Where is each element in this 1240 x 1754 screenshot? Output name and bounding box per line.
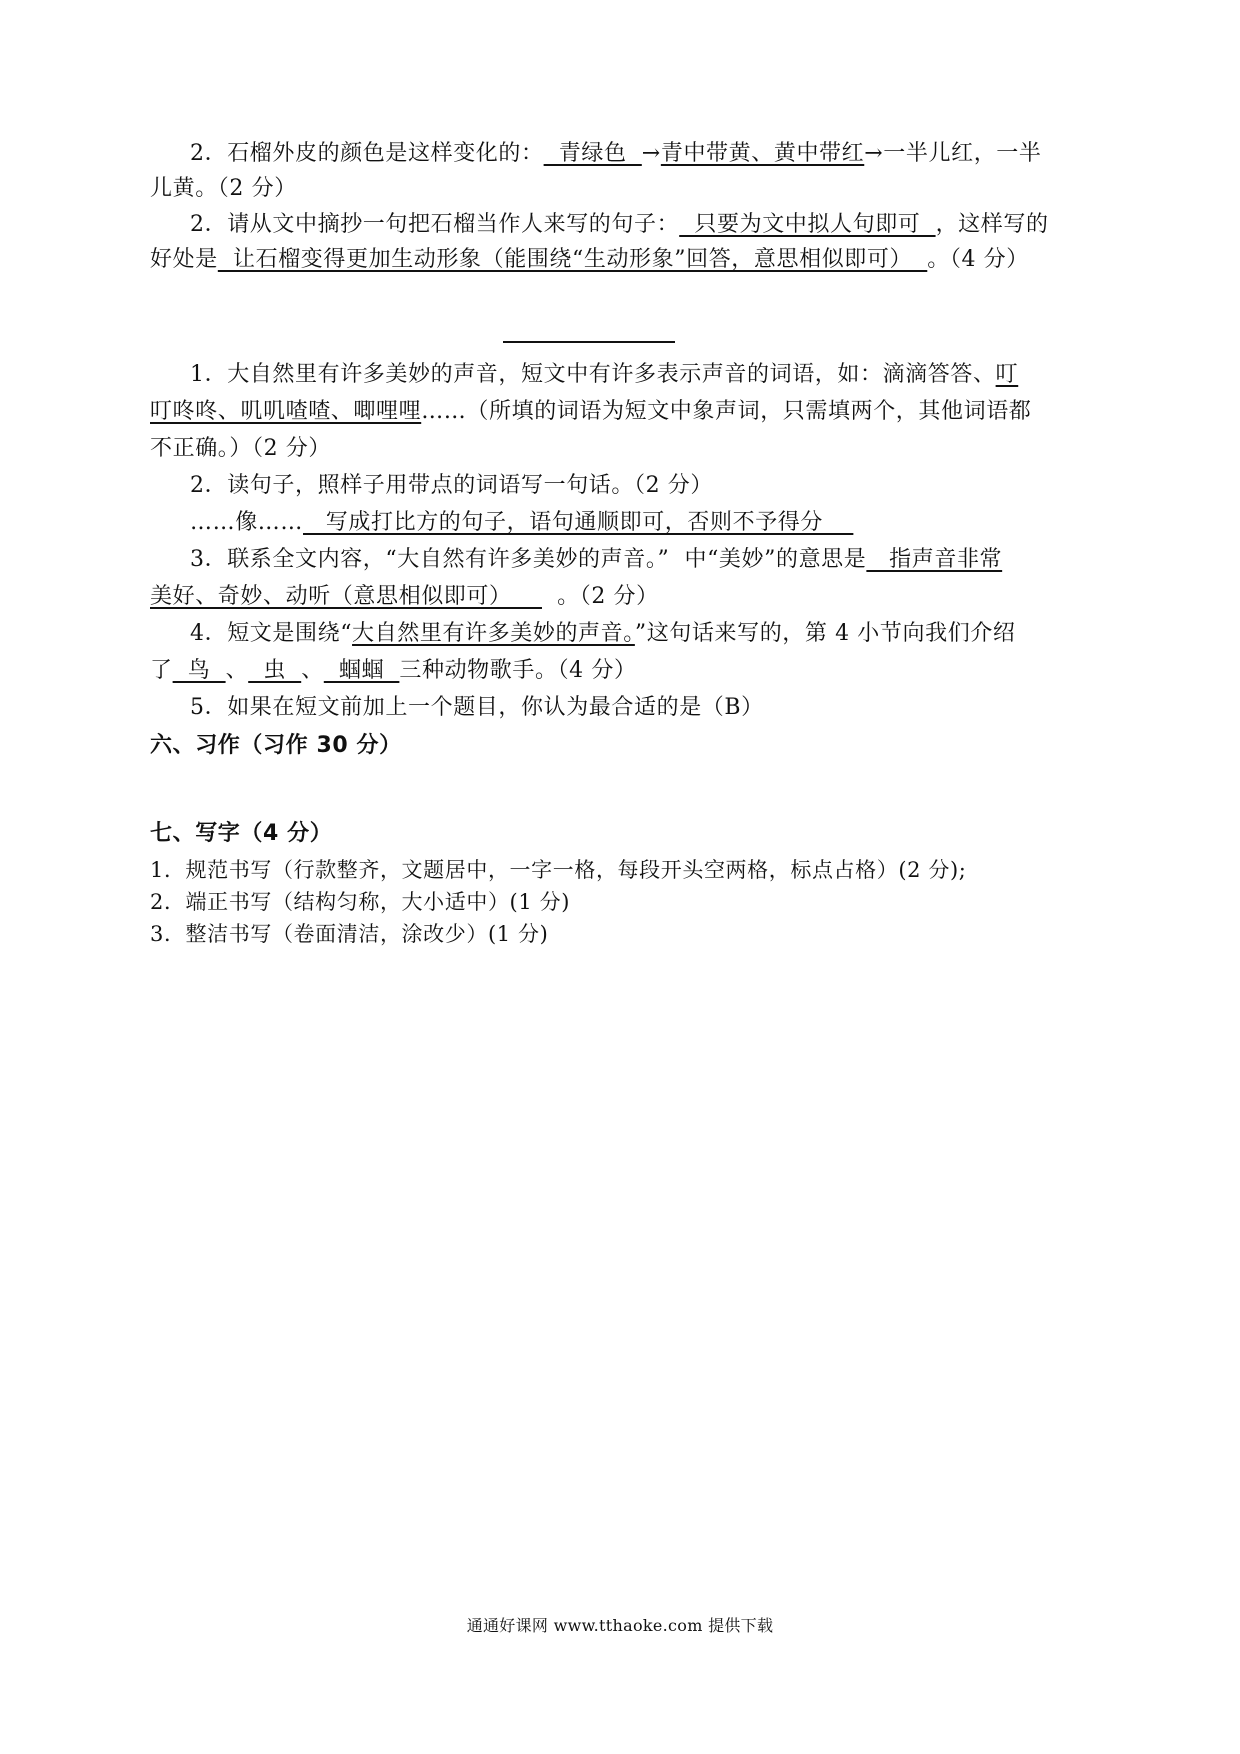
answer-blank: 虫 <box>248 658 302 683</box>
p3-line2 <box>150 583 1130 611</box>
arrow-glyph: → <box>641 141 661 166</box>
q2-personification-line2 <box>150 246 1130 274</box>
p4-line2 <box>150 657 1130 685</box>
question-text: 。（4 分） <box>927 247 1029 272</box>
answer-blank: 让石榴变得更加生动形象（能围绕“生动形象”回答，意思相似即可） <box>217 247 928 272</box>
answer-blank: 叮 <box>995 362 1019 387</box>
answer-blank: 蝈蝈 <box>323 658 400 683</box>
q2-color-change-line2: 儿黄。（2 分） <box>150 176 297 201</box>
question-text: 4．短文是围绕“ <box>190 621 353 646</box>
answer-blank: 青绿色 <box>543 141 642 166</box>
answer-blank: 大自然里有许多美妙的声音。 <box>352 621 635 646</box>
section7-item-2: 2．端正书写（结构匀称，大小适中）(1 分) <box>150 890 570 914</box>
answer-blank: 指声音非常 <box>866 547 1003 572</box>
p1-line1 <box>190 361 1130 389</box>
question-text: 2．石榴外皮的颜色是这样变化的： <box>190 141 544 166</box>
question-text: 3．联系全文内容，“大自然有许多美妙的声音。” 中“美妙”的意思是 <box>190 547 867 572</box>
answer-blank: 叮咚咚、叽叽喳喳、唧哩哩 <box>150 399 422 424</box>
p3-line1 <box>190 546 1130 574</box>
separator: 、 <box>225 658 249 683</box>
answer-blank: 只要为文中拟人句即可 <box>679 212 936 237</box>
section7-item-3: 3．整洁书写（卷面清洁，涂改少）(1 分) <box>150 922 549 946</box>
answer-blank: 写成打比方的句子，语句通顺即可，否则不予得分 <box>303 510 854 535</box>
answer-blank: 鸟 <box>172 658 226 683</box>
section6-heading: 六、习作（习作 30 分） <box>150 733 402 758</box>
question-text: 。（2 分） <box>541 584 659 609</box>
question-text: ……（所填的词语为短文中象声词，只需填两个，其他词语都 <box>421 399 1032 424</box>
p4-line1 <box>190 620 1130 648</box>
section7-item-1: 1．规范书写（行款整齐，文题居中，一字一格，每段开头空两格，标点占格）(2 分); <box>150 858 967 882</box>
answer-blank: 青中带黄、黄中带红 <box>660 141 865 166</box>
question-text: 1．大自然里有许多美妙的声音，短文中有许多表示声音的词语，如：滴滴答答、 <box>190 362 996 387</box>
p1-line2 <box>150 398 1130 426</box>
question-text: 了 <box>150 658 173 683</box>
section-divider <box>503 341 675 343</box>
question-text: ……像…… <box>190 510 304 535</box>
answer-blank: 美好、奇妙、动听（意思相似即可） <box>150 584 542 609</box>
p5-line1: 5．如果在短文前加上一个题目，你认为最合适的是（B） <box>190 695 764 720</box>
page-footer: 通通好课网 www.tthaoke.com 提供下载 <box>466 1616 774 1635</box>
q2-personification-line1 <box>190 211 1130 239</box>
question-text: 2．请从文中摘抄一句把石榴当作人来写的句子： <box>190 212 680 237</box>
question-text: ，这样写的 <box>935 212 1049 237</box>
question-text: ”这句话来写的，第 4 小节向我们介绍 <box>634 621 1016 646</box>
separator: 、 <box>301 658 324 683</box>
question-text: 好处是 <box>150 247 218 272</box>
section7-heading: 七、写字（4 分） <box>150 821 333 846</box>
question-text: 三种动物歌手。（4 分） <box>399 658 637 683</box>
q2-color-change-line1 <box>190 140 1130 168</box>
p1-line3: 不正确。）（2 分） <box>150 436 331 461</box>
arrow-glyph: → <box>864 141 884 166</box>
p2-line1: 2．读句子，照样子用带点的词语写一句话。（2 分） <box>190 473 713 498</box>
question-text: 一半儿红，一半 <box>883 141 1042 166</box>
p2-line2 <box>190 509 1130 537</box>
